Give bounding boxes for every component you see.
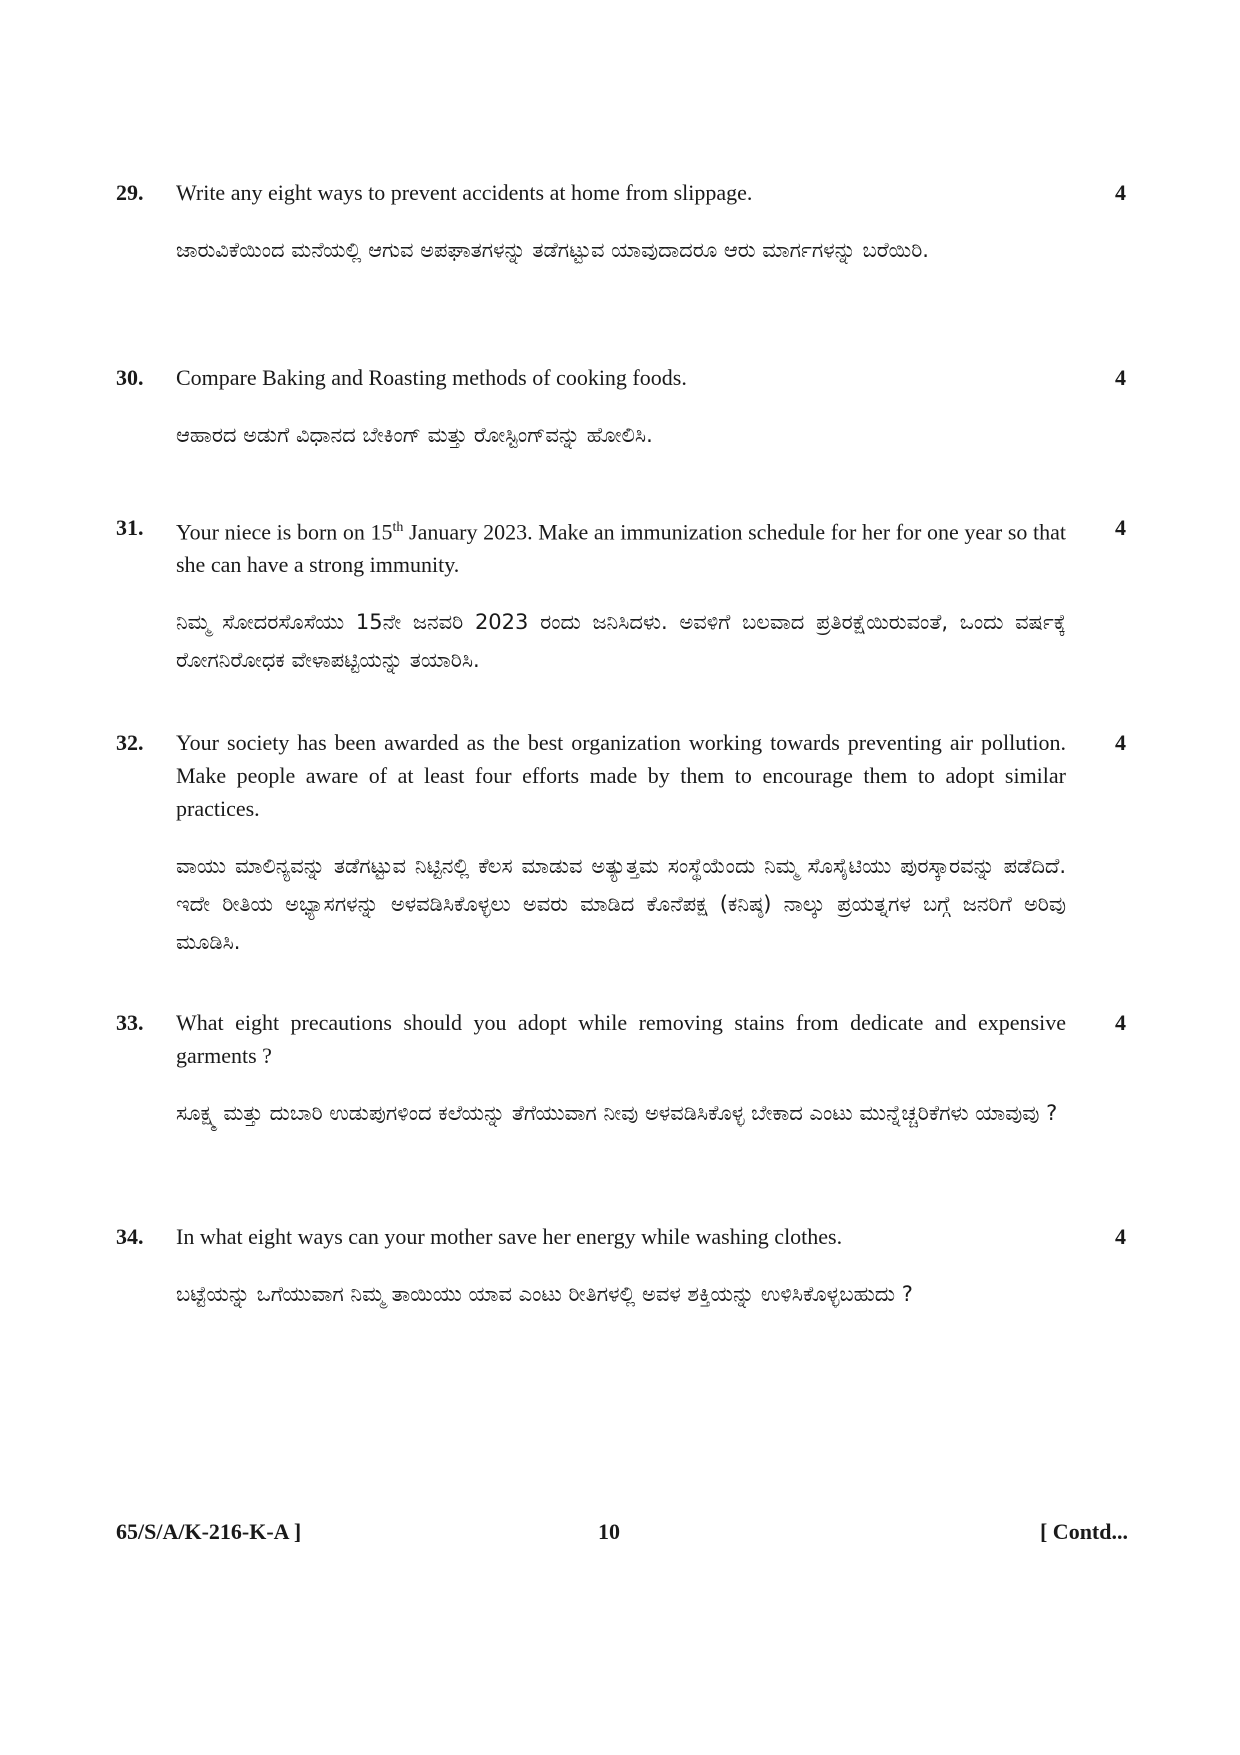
question-text-kannada: ಸೂಕ್ಷ್ಮ ಮತ್ತು ದುಬಾರಿ ಉಡುಪುಗಳಿಂದ ಕಲೆಯನ್ನು ತೆಗೆಯುವಾಗ ನೀವು ಅಳವಡಿಸಿಕೊಳ್ಳ ಬೇಕಾದ ಎಂಟು ಮುನ್ನೆಚ್ಚರಿಕೆಗಳು ಯಾವುವು ? [176,1101,1058,1125]
question-text-english: Your society has been awarded as the best organization working towards preventing air pollution. Make people aware of at least four efforts made by them to encourage them to adopt similar practices. [176,730,1066,821]
question-number: 29. [116,180,144,205]
question-marks: 4 [1115,730,1126,755]
question-30 [116,361,1126,454]
question-text-english: Compare Baking and Roasting methods of cooking foods. [176,365,687,390]
question-marks: 4 [1115,1224,1126,1249]
question-text-kannada: ಆಹಾರದ ಅಡುಗೆ ವಿಧಾನದ ಬೇಕಿಂಗ್ ಮತ್ತು ರೋಸ್ಟಿಂಗ್‌ವನ್ನು ಹೋಲಿಸಿ. [176,423,653,447]
question-marks: 4 [1115,515,1126,540]
question-marks: 4 [1115,365,1126,390]
question-32 [116,726,1126,961]
question-marks: 4 [1115,1010,1126,1035]
question-31 [116,511,1126,679]
question-text-english [176,511,1066,581]
question-text-part: Your niece is born on 15 [176,519,393,545]
question-number: 32. [116,730,144,755]
question-marks: 4 [1115,180,1126,205]
question-number: 31. [116,515,144,540]
question-number: 30. [116,365,144,390]
question-29 [116,176,1126,269]
question-34 [116,1220,1126,1313]
continued-label: [ Contd... [1039,1519,1128,1544]
question-text-kannada: ನಿಮ್ಮ ಸೋದರಸೊಸೆಯು 15ನೇ ಜನವರಿ 2023 ರಂದು ಜನಿಸಿದಳು. ಅವಳಿಗೆ ಬಲವಾದ ಪ್ರತಿರಕ್ಷೆಯಿರುವಂತೆ, ಒಂದು ವರ್ಷಕ್ಕೆ ರೋಗನಿರೋಧಕ ವೇಳಾಪಟ್ಟಿಯನ್ನು ತಯಾರಿಸಿ. [176,610,1066,673]
question-number: 33. [116,1010,144,1035]
question-number: 34. [116,1224,144,1249]
paper-code: 65/S/A/K-216-K-A ] [116,1519,302,1544]
question-text-part: January 2023. Make an immunization schedule for her for one year so that she can have a strong immunity. [176,519,1067,578]
question-text-english: What eight precautions should you adopt while removing stains from dedicate and expensive garments ? [176,1010,1066,1068]
question-text-kannada: ವಾಯು ಮಾಲಿನ್ಯವನ್ನು ತಡೆಗಟ್ಟುವ ನಿಟ್ಟಿನಲ್ಲಿ ಕೆಲಸ ಮಾಡುವ ಅತ್ಯುತ್ತಮ ಸಂಸ್ಥೆಯೆಂದು ನಿಮ್ಮ ಸೊಸೈಟಿಯು ಪುರಸ್ಕಾರವನ್ನು ಪಡೆದಿದೆ. ಇದೇ ರೀತಿಯ ಅಭ್ಯಾಸಗಳನ್ನು ಅಳವಡಿಸಿಕೊಳ್ಳಲು ಅವರು ಮಾಡಿದ ಕೊನೆಪಕ್ಷ (ಕನಿಷ್ಠ) ನಾಲ್ಕು ಪ್ರಯತ್ನಗಳ ಬಗ್ಗೆ ಜನರಿಗೆ ಅರಿವು ಮೂಡಿಸಿ. [176,854,1066,954]
question-text-kannada: ಬಟ್ಟೆಯನ್ನು ಒಗೆಯುವಾಗ ನಿಮ್ಮ ತಾಯಿಯು ಯಾವ ಎಂಟು ರೀತಿಗಳಲ್ಲಿ ಅವಳ ಶಕ್ತಿಯನ್ನು ಉಳಿಸಿಕೊಳ್ಳಬಹುದು ? [176,1282,913,1306]
ordinal-suffix: th [392,520,404,535]
question-text-english: Write any eight ways to prevent accidents at home from slippage. [176,180,753,205]
page-number: 10 [598,1519,620,1544]
question-text-kannada: ಜಾರುವಿಕೆಯಿಂದ ಮನೆಯಲ್ಲಿ ಆಗುವ ಅಪಘಾತಗಳನ್ನು ತಡೆಗಟ್ಟುವ ಯಾವುದಾದರೂ ಆರು ಮಾರ್ಗಗಳನ್ನು ಬರೆಯಿರಿ. [176,238,929,262]
question-text-english: In what eight ways can your mother save her energy while washing clothes. [176,1224,843,1249]
question-33 [116,1006,1126,1132]
